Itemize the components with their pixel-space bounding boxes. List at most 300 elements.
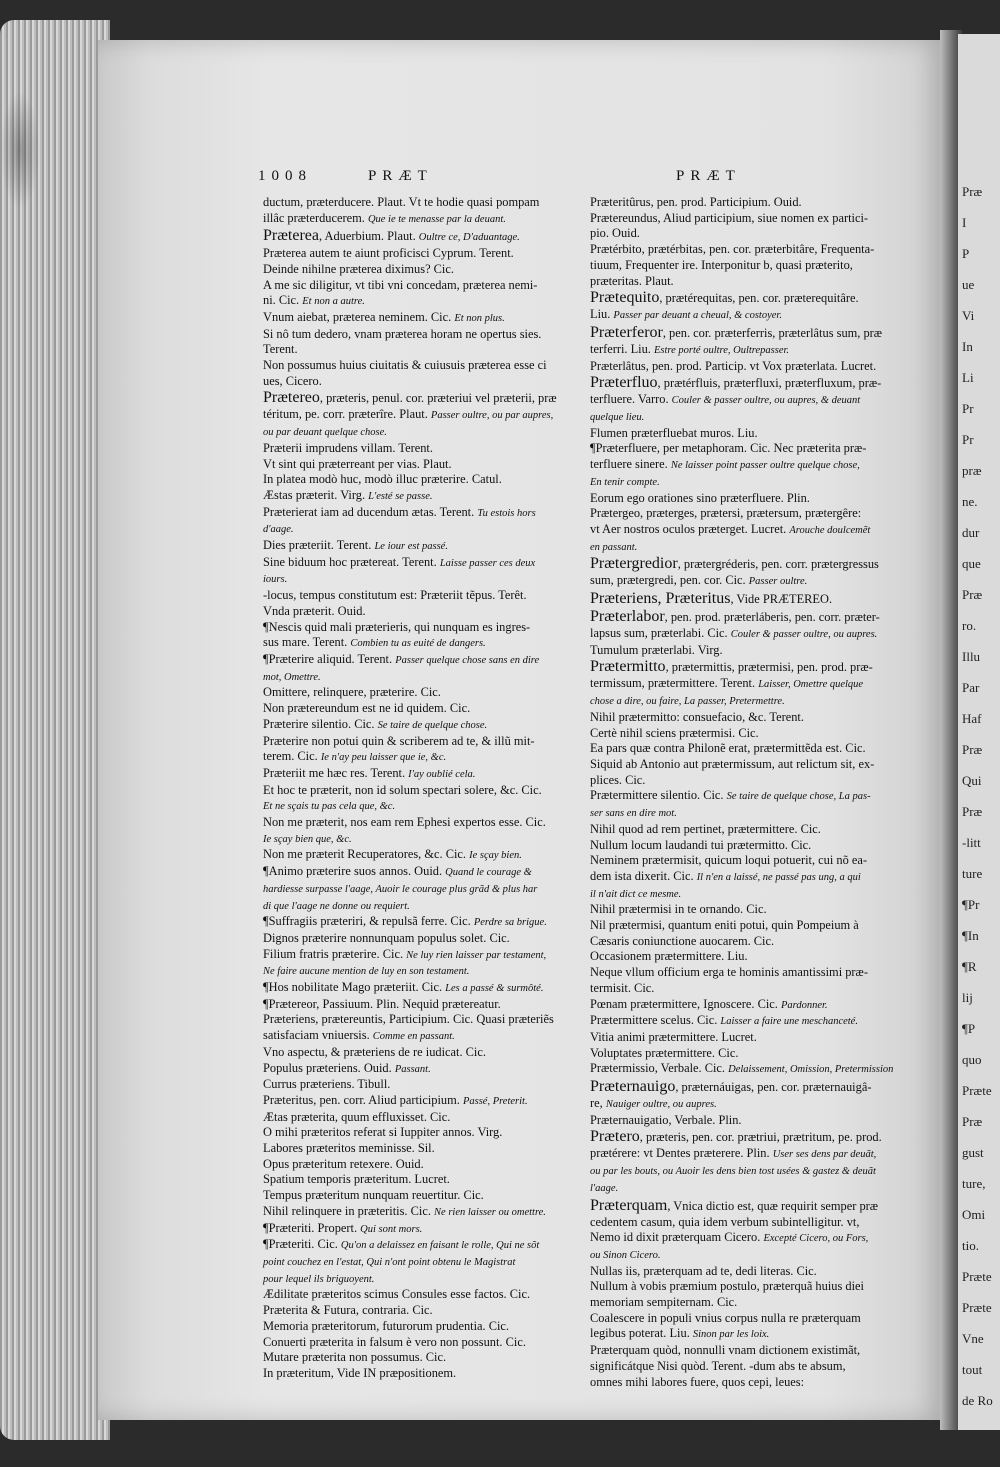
next-page-fragment: tout	[962, 1362, 983, 1377]
latin-text: Neque vllum officium erga te hominis amantissimi præ-	[590, 965, 868, 980]
latin-text: legibus poterat. Liu.	[590, 1326, 693, 1341]
latin-text: Occasionem prætermittere. Liu.	[590, 949, 748, 964]
entry-line	[263, 685, 583, 701]
entry-line	[263, 734, 583, 750]
latin-text: Dignos præterire nonnunquam populus solet. Cic.	[263, 930, 510, 945]
page-number: 1008	[258, 168, 312, 184]
headword: Prætermitto	[590, 658, 666, 676]
entry-line	[263, 293, 583, 310]
next-page-fragment: ¶Pr	[962, 897, 980, 912]
french-gloss: Delaissement, Omission, Pretermission	[728, 1064, 894, 1076]
entry-line	[263, 1350, 583, 1366]
latin-text: Labores præteritos meminisse. Sil.	[263, 1141, 435, 1156]
latin-text: Liu.	[590, 307, 614, 322]
next-page-fragment: Vne	[962, 1331, 984, 1346]
next-page-fragment: Præ	[962, 1114, 983, 1129]
entry-line	[590, 788, 920, 805]
next-page-fragment: Illu	[962, 649, 981, 664]
next-page-fragment: dur	[962, 525, 980, 540]
latin-text: vt Aer nostros oculos præterget. Lucret.	[590, 521, 790, 536]
french-gloss: Qu'on a delaissez en faisant le rolle, Qui ne sõt	[340, 1240, 540, 1252]
next-page-fragment: præ	[962, 463, 982, 478]
next-page-fragment: Vi	[962, 308, 975, 323]
next-page-fragment: tio.	[962, 1238, 979, 1253]
entry-line	[263, 1204, 583, 1221]
french-gloss: Passer par deuant a cheual, & costoyer.	[613, 310, 782, 322]
latin-text: ¶Nescis quid mali præterieris, qui nunquam es ingres-	[263, 619, 531, 634]
next-page-fragment: gust	[962, 1145, 984, 1160]
headword: Prætequito	[590, 289, 660, 307]
entry-line	[590, 1046, 920, 1062]
entry-line	[263, 635, 583, 652]
french-gloss: ser sans en dire mot.	[590, 808, 677, 820]
entry-line	[263, 227, 583, 246]
latin-text: ni. Cic.	[263, 293, 303, 308]
latin-text: téritum, pe. corr. præterîre. Plaut.	[263, 407, 431, 422]
latin-text: Æstas præterit. Virg.	[263, 487, 369, 502]
latin-text: ues, Cicero.	[263, 373, 322, 388]
french-gloss: Passer oultre, ou par aupres,	[430, 410, 554, 422]
next-page-fragment: I	[962, 215, 967, 230]
next-page-fragment: Præ	[962, 742, 983, 757]
next-page-fragment: Præte	[962, 1083, 992, 1098]
entry-line	[590, 474, 920, 491]
entry-line	[590, 506, 920, 522]
entry-line	[263, 457, 583, 473]
next-page-fragment: Li	[962, 370, 974, 385]
latin-text: ¶Animo præterire suos annos. Ouid.	[263, 864, 446, 879]
latin-text: satisfaciam vniuersis.	[263, 1028, 373, 1043]
entry-line	[590, 676, 920, 693]
latin-text: terferri. Liu.	[590, 341, 654, 356]
entry-line	[263, 1077, 583, 1093]
french-gloss: Passé, Preterit.	[462, 1095, 528, 1107]
entry-line	[263, 701, 583, 717]
latin-text: ¶Hos nobilitate Mago præteriit. Cic.	[263, 980, 446, 995]
french-gloss: Ne faire aucune mention de luy en son testament.	[263, 966, 470, 978]
entry-line	[263, 1188, 583, 1204]
latin-text: Conuerti præterita in falsum è vero non possunt. Cic.	[263, 1334, 526, 1349]
latin-text: sum, prætergredi, pen. cor. Cic.	[590, 573, 749, 588]
next-page-fragment: Præte	[962, 1269, 992, 1284]
french-gloss: Combien tu as euité de dangers.	[350, 638, 486, 650]
latin-text: Prætérbito, prætérbitas, pen. cor. præterbitâre, Frequenta-	[590, 242, 875, 257]
edge-shadow	[0, 90, 40, 210]
latin-text: -locus, tempus constitutum est: Præteriit tẽpus. Terêt.	[263, 588, 527, 603]
latin-text: Flumen præterfluebat muros. Liu.	[590, 425, 758, 440]
next-page-fragment: ¶R	[962, 959, 977, 974]
headword: Prætereo	[263, 389, 320, 407]
entry-line	[590, 1375, 920, 1391]
latin-text: Præterierat iam ad ducendum ætas. Terent.	[263, 504, 478, 519]
french-gloss: Les a passé & surmôté.	[445, 983, 544, 995]
next-page-fragment: -litt	[962, 835, 981, 850]
entry-line	[263, 441, 583, 457]
french-gloss: Arouche doulcemẽt	[789, 524, 871, 536]
latin-text: ductum, præterducere. Plaut. Vt te hodie quasi pompam	[263, 195, 540, 209]
french-gloss: quelque lieu.	[590, 412, 645, 424]
next-page-fragment: In	[962, 339, 973, 354]
latin-text: Dies præteriit. Terent.	[263, 538, 375, 553]
french-gloss: En tenir compte.	[590, 476, 660, 488]
entry-line	[590, 805, 920, 822]
latin-text: Voluptates prætermittere. Cic.	[590, 1045, 739, 1060]
entry-line	[590, 773, 920, 789]
latin-text: Tempus præteritum nunquam reuertitur. Cic.	[263, 1188, 484, 1203]
latin-text: Tumulum præterlabi. Virg.	[590, 642, 723, 657]
entry-line	[590, 1279, 920, 1295]
headword: Prætergredior	[590, 555, 678, 573]
latin-text: Nemo id dixit præterquam Cicero.	[590, 1230, 764, 1245]
next-page-fragment: ture	[962, 866, 983, 881]
entry-line	[263, 898, 583, 915]
latin-text: Deinde nihilne præterea diximus? Cic.	[263, 261, 454, 276]
headword: Præterferor	[590, 323, 663, 341]
french-gloss: Ne luy rien laisser par testament,	[406, 949, 547, 961]
entry-line	[590, 226, 920, 242]
french-gloss: Et ne sçais tu pas cela que, &c.	[263, 801, 396, 813]
latin-text: terfluere. Varro.	[590, 392, 672, 407]
entry-line	[590, 522, 920, 539]
entry-line	[263, 1303, 583, 1319]
latin-text: Populus præteriens. Ouid.	[263, 1060, 395, 1075]
entry-line	[263, 1125, 583, 1141]
french-gloss: L'esté se passe.	[368, 490, 433, 502]
latin-text: , præternáuigas, pen. cor. præternauigâ-	[675, 1080, 872, 1095]
headword: Præteriens, Præteritus	[590, 590, 731, 608]
latin-text: Præteriit me hæc res. Terent.	[263, 765, 409, 780]
latin-text: ¶Suffragiis præteriri, & repulsã ferre. Cic.	[263, 914, 474, 929]
french-gloss: Laisser a faire une meschanceté.	[720, 1016, 858, 1028]
entry-line	[263, 538, 583, 555]
entry-line	[263, 1157, 583, 1173]
entry-line	[263, 1028, 583, 1045]
entry-line	[263, 1172, 583, 1188]
french-gloss: Ie n'ay peu laisser que ie, &c.	[320, 752, 447, 764]
latin-text: ¶Præteriti. Propert.	[263, 1220, 361, 1235]
running-head-left: PRÆT	[368, 168, 433, 184]
latin-text: terem. Cic.	[263, 749, 321, 764]
french-gloss: Nauiger oultre, ou aupres.	[605, 1099, 717, 1111]
entry-line	[590, 981, 920, 997]
french-gloss: Et non a autre.	[302, 296, 365, 308]
latin-text: Præterire non potui quin & scriberem ad te, & illũ mit-	[263, 733, 535, 748]
latin-text: Præterea autem te aiunt proficisci Cyprum. Terent.	[263, 246, 514, 261]
entry-line	[590, 409, 920, 426]
entry-line	[590, 539, 920, 556]
latin-text: Præterquam quòd, nonnulli vnam dictionem existimãt,	[590, 1343, 861, 1358]
french-gloss: ou par deuant quelque chose.	[263, 427, 387, 439]
latin-text: Ætas præterita, quum effluxisset. Cic.	[263, 1109, 451, 1124]
entry-line	[263, 997, 583, 1013]
entry-line	[590, 491, 920, 507]
french-gloss: Pardonner.	[780, 999, 828, 1011]
entry-line	[263, 931, 583, 947]
entry-line	[263, 1141, 583, 1157]
next-page-fragment: Par	[962, 680, 980, 695]
latin-text: Nil prætermisi, quantum eniti potui, quin Pompeium à	[590, 918, 859, 933]
entry-line	[590, 1113, 920, 1129]
latin-text: Ædilitate præteritos scimus Consules esse factos. Cic.	[263, 1287, 531, 1302]
french-gloss: Que ie te menasse par la deuant.	[367, 213, 506, 225]
next-page-fragment: que	[962, 556, 981, 571]
latin-text: Vt sint qui præterreant per vias. Plaut.	[263, 456, 452, 471]
latin-text: , Aduerbium. Plaut.	[318, 229, 419, 244]
french-gloss: Passant.	[394, 1063, 431, 1075]
latin-text: Prætermittere silentio. Cic.	[590, 788, 727, 803]
french-gloss: Sinon par les loix.	[692, 1329, 770, 1341]
entry-line	[590, 195, 920, 211]
entry-line	[263, 472, 583, 488]
entry-line	[590, 838, 920, 854]
entry-line	[590, 441, 920, 457]
headword: Prætero	[590, 1128, 640, 1146]
headword: Præterquam	[590, 1196, 668, 1214]
latin-text: In platea modò huc, modò illuc præterire. Catul.	[263, 472, 502, 487]
latin-text: Nihil prætermitto: consuefacio, &c. Terent.	[590, 709, 804, 724]
entry-line	[590, 1197, 920, 1215]
next-page-fragment: Omi	[962, 1207, 986, 1222]
entry-line	[590, 1247, 920, 1264]
entry-line	[590, 289, 920, 307]
french-gloss: Se taire de quelque chose, La pas-	[726, 791, 871, 803]
latin-text: Opus præteritum retexere. Ouid.	[263, 1156, 424, 1171]
latin-text: sus mare. Terent.	[263, 635, 351, 650]
entry-line	[590, 822, 920, 838]
french-gloss: Laisse passer ces deux	[439, 557, 536, 569]
entry-line	[590, 608, 920, 626]
entry-line	[263, 1319, 583, 1335]
entry-line	[590, 1326, 920, 1343]
latin-text: ¶Præterire aliquid. Terent.	[263, 651, 396, 666]
entry-line	[590, 392, 920, 409]
entry-line	[590, 1343, 920, 1359]
entry-line	[263, 262, 583, 278]
french-gloss: Ne laisser point passer oultre quelque chose,	[670, 460, 860, 472]
latin-text: Præternauigatio, Verbale. Plin.	[590, 1112, 742, 1127]
latin-text: , pen. prod. præterláberis, pen. corr. præter-	[664, 610, 880, 625]
entry-line	[590, 342, 920, 359]
latin-text: Præterire silentio. Cic.	[263, 716, 378, 731]
latin-text: Memoria præteritorum, futurorum prudentia. Cic.	[263, 1318, 510, 1333]
french-gloss: I'ay oublié cela.	[408, 768, 476, 780]
next-page-fragment: ¶P	[962, 1021, 976, 1036]
latin-text: Cæsaris coniunctione auocarem. Cic.	[590, 933, 775, 948]
latin-text: cedentem casum, quia idem verbum subintelligitur. vt,	[590, 1214, 860, 1229]
book-page-edges	[0, 20, 110, 1440]
french-gloss: en passant.	[590, 541, 638, 553]
running-head-right: PRÆT	[676, 168, 741, 184]
french-gloss: Couler & passer oultre, ou aupres.	[730, 629, 878, 641]
french-gloss: hardiesse surpasse l'aage, Auoir le courage plus grãd & plus har	[263, 883, 538, 895]
entry-line	[590, 934, 920, 950]
dictionary-page	[98, 40, 950, 1420]
entry-line	[590, 1061, 920, 1078]
latin-text: lapsus sum, præterlabi. Cic.	[590, 626, 731, 641]
entry-line	[263, 1061, 583, 1078]
latin-text: Certè nihil sciens prætermisi. Cic.	[590, 725, 759, 740]
entry-line	[590, 902, 920, 918]
latin-text: Vno aspectu, & præteriens de re iudicat. Cic.	[263, 1044, 486, 1059]
latin-text: , Vnica dictio est, quæ requirit semper præ	[667, 1198, 879, 1213]
entry-line	[590, 997, 920, 1014]
next-page-fragment: Haf	[962, 711, 982, 726]
french-gloss: Le iour est passé.	[374, 541, 448, 553]
next-page-fragment: Præte	[962, 1300, 992, 1315]
entry-line	[590, 307, 920, 324]
entry-line	[263, 505, 583, 522]
entry-line	[263, 604, 583, 620]
latin-text: Terent.	[263, 342, 298, 357]
entry-line	[263, 798, 583, 815]
entry-line	[263, 374, 583, 390]
latin-text: ¶Prætereor, Passiuum. Plin. Nequid prætereatur.	[263, 996, 501, 1011]
latin-text: Præteritus, pen. corr. Aliud participium.	[263, 1092, 463, 1107]
entry-line	[590, 1013, 920, 1030]
entry-line	[590, 693, 920, 710]
french-gloss: d'aage.	[263, 524, 294, 536]
entry-line	[263, 914, 583, 931]
latin-text: , prætérequitas, pen. cor. præterequitâre.	[659, 291, 859, 306]
next-page-fragment: Pr	[962, 401, 974, 416]
french-gloss: Qui sont mors.	[360, 1223, 423, 1235]
next-page-edge	[958, 34, 1000, 1430]
entry-line	[590, 590, 920, 608]
latin-text: Vnda præterit. Ouid.	[263, 603, 366, 618]
latin-text: termisit. Cic.	[590, 980, 655, 995]
latin-text: Prætereundus, Aliud participium, siue nomen ex partici-	[590, 210, 869, 225]
next-page-fragment: Pr	[962, 432, 974, 447]
latin-text: præteritas. Plaut.	[590, 273, 674, 288]
headword: Præternauigo	[590, 1078, 676, 1096]
latin-text: Non me præterit, nos eam rem Ephesi expertos esse. Cic.	[263, 815, 546, 830]
next-page-fragment: P	[962, 246, 970, 261]
latin-text: Præteriens, prætereuntis, Participium. Cic. Quasi præteriẽs	[263, 1012, 554, 1027]
french-gloss: Ne rien laisser ou omettre.	[434, 1206, 546, 1218]
french-gloss: Passer quelque chose sans en dire	[395, 654, 540, 666]
latin-text: Spatium temporis præteritum. Lucret.	[263, 1172, 450, 1187]
entry-line	[590, 426, 920, 442]
entry-line	[263, 1287, 583, 1303]
next-page-fragment: Præ	[962, 587, 983, 602]
entry-line	[590, 374, 920, 392]
entry-line	[590, 886, 920, 903]
latin-text: Mutare præterita non possumus. Cic.	[263, 1350, 447, 1365]
entry-line	[263, 588, 583, 604]
entry-line	[263, 571, 583, 588]
latin-text: , Vide PRÆTEREO.	[730, 592, 833, 607]
entry-line	[263, 1254, 583, 1271]
entry-line	[590, 918, 920, 934]
entry-line	[590, 1180, 920, 1197]
latin-text: Prætermittere scelus. Cic.	[590, 1013, 721, 1028]
latin-text: , prætergréderis, pen. corr. prætergressus	[677, 557, 879, 572]
entry-line	[263, 407, 583, 424]
latin-text: termissum, prætermittere. Terent.	[590, 676, 759, 691]
entry-line	[590, 1230, 920, 1247]
latin-text: , pen. cor. præterferris, præterlâtus sum, præ	[662, 325, 883, 340]
french-gloss: iours.	[263, 574, 288, 586]
latin-text: Præterita & Futura, contraria. Cic.	[263, 1303, 433, 1318]
latin-text: plices. Cic.	[590, 772, 646, 787]
entry-line	[590, 555, 920, 573]
latin-text: Sine biduum hoc prætereat. Terent.	[263, 554, 440, 569]
latin-text: Nihil relinquere in præteritis. Cic.	[263, 1203, 435, 1218]
latin-text: Nullum à vobis præmium postulo, præterquã huius diei	[590, 1279, 864, 1294]
latin-text: Prætergeo, præterges, prætersi, prætersum, prætergêre:	[590, 506, 862, 521]
entry-line	[263, 1221, 583, 1238]
next-page-fragment: ture,	[962, 1176, 986, 1191]
latin-text: Pœnam prætermittere, Ignoscere. Cic.	[590, 996, 781, 1011]
french-gloss: Se taire de quelque chose.	[377, 719, 488, 731]
left-column	[263, 195, 583, 1382]
latin-text: Non possumus huius ciuitatis & cuiusuis præterea esse ci	[263, 358, 547, 373]
latin-text: Præterii imprudens villam. Terent.	[263, 440, 433, 455]
latin-text: Prætermissio, Verbale. Cic.	[590, 1061, 729, 1076]
french-gloss: Excepté Cicero, ou Fors,	[763, 1233, 869, 1245]
latin-text: illâc præterducerem.	[263, 210, 368, 225]
entry-line	[263, 278, 583, 294]
latin-text: Nihil quod ad rem pertinet, prætermittere. Cic.	[590, 821, 821, 836]
next-page-fragment: lij	[962, 990, 973, 1005]
latin-text: Coalescere in populi vnius corpus nulla re præterquam	[590, 1310, 861, 1325]
french-gloss: Quand le courage &	[445, 867, 532, 879]
latin-text: Et hoc te præterit, non id solum spectari solere, &c. Cic.	[263, 782, 542, 797]
next-page-fragment: ¶In	[962, 928, 979, 943]
latin-text: dem ista dixerit. Cic.	[590, 868, 697, 883]
entry-line	[590, 359, 920, 375]
french-gloss: ou par les bouts, ou Auoir les dens bien tost usées & gastez & deuãt	[590, 1166, 876, 1178]
french-gloss: Couler & passer oultre, ou aupres, & deuant	[671, 395, 861, 407]
entry-line	[263, 195, 583, 211]
latin-text: significátque Nisi quòd. Terent. -dum abs te absum,	[590, 1358, 846, 1373]
entry-line	[263, 963, 583, 980]
entry-line	[263, 1093, 583, 1110]
french-gloss: Oultre ce, D'aduantage.	[418, 232, 520, 244]
entry-line	[263, 389, 583, 407]
entry-line	[590, 1359, 920, 1375]
latin-text: , prætérfluis, præterfluxi, præterfluxum, præ-	[657, 376, 882, 391]
next-page-fragment: ro.	[962, 618, 977, 633]
latin-text: terfluere sinere.	[590, 457, 671, 472]
entry-line	[590, 853, 920, 869]
entry-line	[263, 864, 583, 881]
next-page-fragment: Præ	[962, 184, 983, 199]
entry-line	[263, 881, 583, 898]
latin-text: Præteritûrus, pen. prod. Participium. Ouid.	[590, 195, 802, 209]
latin-text: pio. Ouid.	[590, 226, 640, 241]
latin-text: Currus præteriens. Tibull.	[263, 1077, 391, 1092]
entry-line	[263, 358, 583, 374]
entry-line	[590, 1146, 920, 1163]
french-gloss: Ie sçay bien que, &c.	[263, 833, 352, 845]
french-gloss: il n'ait dict ce mesme.	[590, 888, 682, 900]
entry-line	[263, 815, 583, 831]
entry-line	[263, 342, 583, 358]
french-gloss: ou Sinon Cicero.	[590, 1249, 661, 1261]
entry-line	[263, 310, 583, 327]
french-gloss: chose a dire, ou faire, La passer, Pretermettre.	[590, 696, 785, 708]
french-gloss: point couchez en l'estat, Qui n'ont point obtenu le Magistrat	[263, 1257, 516, 1268]
latin-text: O mihi præteritos referat si Iuppiter annos. Virg.	[263, 1125, 503, 1140]
entry-line	[590, 457, 920, 474]
latin-text: Eorum ego orationes sino præterfluere. Plin.	[590, 490, 810, 505]
entry-line	[590, 949, 920, 965]
latin-text: Si nô tum dedero, vnam præterea horam ne opertus sies.	[263, 326, 542, 341]
next-page-fragment: Qui	[962, 773, 982, 788]
next-page-fragment: ne.	[962, 494, 978, 509]
latin-text: Filium fratris præterire. Cic.	[263, 946, 407, 961]
